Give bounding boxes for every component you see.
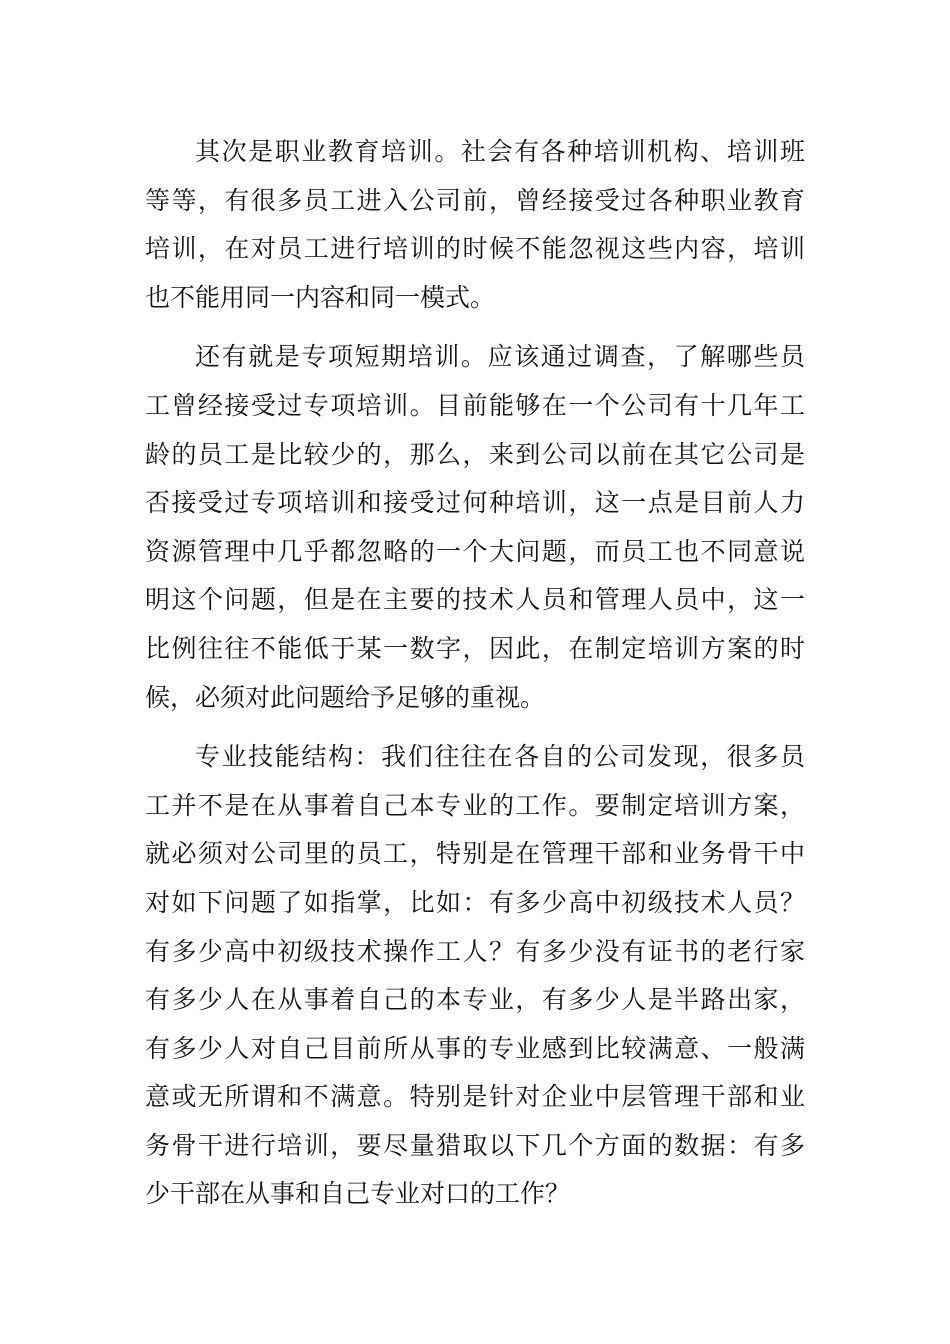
text-line: 龄的员工是比较少的，那么，来到公司以前在其它公司是 bbox=[145, 439, 805, 469]
text-line: 有多少人对自己目前所从事的专业感到比较满意、一般满 bbox=[145, 1033, 805, 1063]
text-line: 就必须对公司里的员工，特别是在管理干部和业务骨干中 bbox=[145, 839, 805, 869]
text-line: 工曾经接受过专项培训。目前能够在一个公司有十几年工 bbox=[145, 390, 805, 420]
text-line: 对如下问题了如指掌，比如：有多少高中初级技术人员？ bbox=[145, 887, 805, 917]
text-line: 候，必须对此问题给予足够的重视。 bbox=[145, 682, 546, 712]
text-line: 比例往往不能低于某一数字，因此，在制定培训方案的时 bbox=[145, 633, 805, 663]
text-line: 其次是职业教育培训。社会有各种培训机构、培训班 bbox=[195, 137, 805, 166]
text-line: 专业技能结构：我们往往在各自的公司发现，很多员 bbox=[195, 742, 805, 772]
paragraph-skill-structure bbox=[145, 733, 805, 1219]
text-line: 等等，有很多员工进入公司前，曾经接受过各种职业教育 bbox=[145, 185, 805, 215]
text-line: 明这个问题，但是在主要的技术人员和管理人员中，这一 bbox=[145, 585, 805, 615]
text-line: 有多少高中初级技术操作工人？有多少没有证书的老行家 bbox=[145, 936, 805, 966]
text-line: 有多少人在从事着自己的本专业，有多少人是半路出家， bbox=[145, 985, 805, 1015]
text-line: 资源管理中几乎都忽略的一个大问题，而员工也不同意说 bbox=[145, 536, 805, 566]
body-text bbox=[145, 128, 805, 1219]
text-line: 培训，在对员工进行培训的时候不能忽视这些内容，培训 bbox=[145, 234, 805, 264]
text-line: 务骨干进行培训，要尽量猎取以下几个方面的数据：有多 bbox=[145, 1130, 805, 1160]
text-line: 还有就是专项短期培训。应该通过调查，了解哪些员 bbox=[195, 342, 805, 372]
text-line: 也不能用同一内容和同一模式。 bbox=[145, 282, 496, 312]
text-line: 工并不是在从事着自己本专业的工作。要制定培训方案， bbox=[145, 790, 805, 820]
text-line: 意或无所谓和不满意。特别是针对企业中层管理干部和业 bbox=[145, 1082, 805, 1112]
text-line: 少干部在从事和自己专业对口的工作？ bbox=[145, 1179, 571, 1209]
paragraph-vocational-training bbox=[145, 128, 805, 322]
text-line: 否接受过专项培训和接受过何种培训，这一点是目前人力 bbox=[145, 488, 805, 518]
paragraph-special-training bbox=[145, 333, 805, 722]
